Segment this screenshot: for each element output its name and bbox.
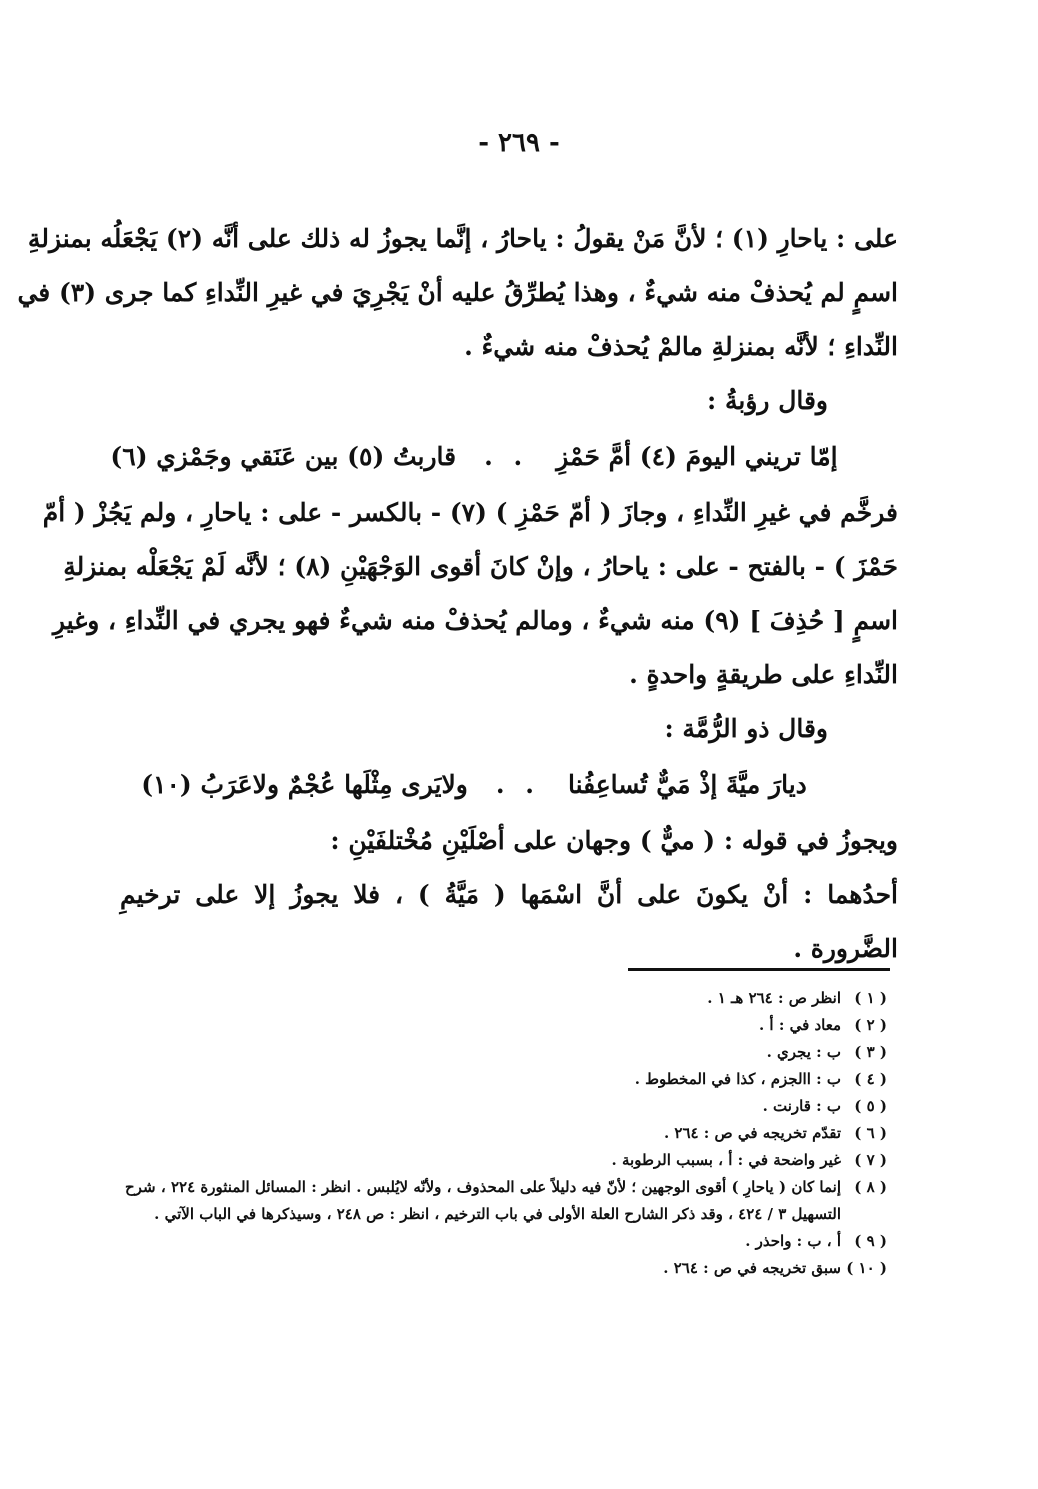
footnote-text: ب : قارنت .	[762, 1097, 841, 1115]
verse-second-hemistich: قاربتُ (٥) بين عَنَقي وجَمْزي (٦)	[110, 442, 457, 471]
footnote	[125, 1255, 887, 1282]
text-line: الضَّرورة .	[793, 934, 898, 963]
footnote-number: ( ٤ )	[854, 1070, 887, 1088]
footnote-text: أ ، ب : واحذر .	[745, 1232, 841, 1250]
footnote-number: ( ٣ )	[854, 1043, 887, 1061]
text-line: أحدُهما : أنْ يكونَ على أنَّ اسْمَها ( مَيَّةُ ) ، فلا يجوزُ إلا على ترخيمِ	[120, 880, 898, 909]
text-line: النِّداءِ ؛ لأنَّه بمنزلةِ مالمْ يُحذفْ منه شيءٌ .	[464, 332, 898, 361]
footnote-text: ب : يجري .	[766, 1043, 841, 1061]
text-line: اسمٍ لم يُحذفْ منه شيءٌ ، وهذا يُطرِّقُ عليه أنْ يَجْرِيَ في غيرِ النِّداءِ كما جرى (٣) في	[17, 278, 898, 307]
footnote-number: ( ٨ )	[854, 1178, 887, 1196]
footnote-text: غير واضحة في : أ ، بسبب الرطوبة .	[611, 1151, 841, 1169]
verse-second-hemistich: ولايَرى مِثْلَها عُجْمٌ ولاعَرَبُ (١٠)	[141, 770, 468, 799]
footnote-text: انظر ص : ٢٦٤ هـ ١ .	[707, 989, 841, 1007]
verse-first-hemistich: ديارَ ميَّةَ إذْ مَيٌّ تُساعِفُنا	[567, 770, 807, 799]
footnote	[125, 1012, 887, 1039]
footnote-number: ( ١ )	[854, 989, 887, 1007]
verse-line	[120, 756, 898, 814]
footnote	[125, 1093, 887, 1120]
footnote-text: إنما كان ( ياحارِ ) أقوى الوجهين ؛ لأنّ فيه دليلاً على المحذوف ، ولأنّه لايُلبس . انظر : المسائل المنثورة ٢٢٤ ، شرح التسهيل ٣ / ٤٢٤ ، وقد ذكر الشارح العلة الأولى في باب الترخيم ، انظر : ص ٢٤٨ ، وسيذكرها في الباب الآتي .	[125, 1178, 841, 1223]
footnote-number: ( ٦ )	[854, 1124, 887, 1142]
footnote	[125, 1228, 887, 1255]
verse-first-hemistich: إمّا تريني اليومَ (٤) أمَّ حَمْزِ	[556, 442, 838, 471]
main-text	[17, 212, 898, 976]
footnote	[125, 985, 887, 1012]
footnote	[125, 1120, 887, 1147]
footnote	[125, 1147, 887, 1174]
page-number: - ٢٦٩ -	[478, 128, 560, 158]
footnote-number: ( ٥ )	[854, 1097, 887, 1115]
text-line: فرخَّم في غيرِ النِّداءِ ، وجازَ ( أمّ حَمْزِ ) (٧) - بالكسر - على : ياحارِ ، ولم يَجُزْ ( أمّ	[42, 498, 898, 527]
text-line: ويجوزُ في قوله : ( ميٌّ ) وجهان على أصْلَيْنِ مُخْتلفَيْنِ :	[330, 826, 898, 855]
footnote-number: ( ٩ )	[854, 1232, 887, 1250]
footnote	[125, 1174, 887, 1228]
text-line: وقال رؤبةُ :	[707, 386, 828, 415]
text-line: اسمٍ [ حُذِفَ ] (٩) منه شيءٌ ، ومالم يُحذفْ منه شيءٌ فهو يجري في النِّداءِ ، وغيرِ	[52, 606, 898, 635]
footnote-text: سبق تخريجه في ص : ٢٦٤ .	[663, 1259, 841, 1277]
verse-line	[110, 428, 898, 486]
verse-separator: . .	[484, 442, 529, 471]
footnote-text: تقدّم تخريجه في ص : ٢٦٤ .	[663, 1124, 841, 1142]
footnote-text: معاد في : أ .	[758, 1016, 841, 1034]
footnote-number: ( ٢ )	[854, 1016, 887, 1034]
footnote-number: ( ٧ )	[854, 1151, 887, 1169]
text-line: النِّداءِ على طريقةٍ واحدةٍ .	[629, 660, 898, 689]
footnotes	[125, 985, 887, 1282]
footnote-divider	[628, 968, 890, 971]
verse-separator: . .	[495, 770, 540, 799]
footnote-text: ب : االجزم ، كذا في المخطوط .	[634, 1070, 841, 1088]
text-line: على : ياحارِ (١) ؛ لأنَّ مَنْ يقولُ : ياحارُ ، إنَّما يجوزُ له ذلك على أنَّه (٢) يَجْعَلُه بمنزلةِ	[27, 224, 898, 253]
footnote	[125, 1039, 887, 1066]
text-line: وقال ذو الرُّمَّة :	[664, 714, 828, 743]
footnote-number: ( ١٠ )	[846, 1259, 887, 1277]
footnote	[125, 1066, 887, 1093]
text-line: حَمْزَ ) - بالفتح - على : ياحارُ ، وإنْ كانَ أقوى الوَجْهَيْنِ (٨) ؛ لأنَّه لَمْ يَجْعَلْه بمنزلةِ	[63, 552, 898, 581]
